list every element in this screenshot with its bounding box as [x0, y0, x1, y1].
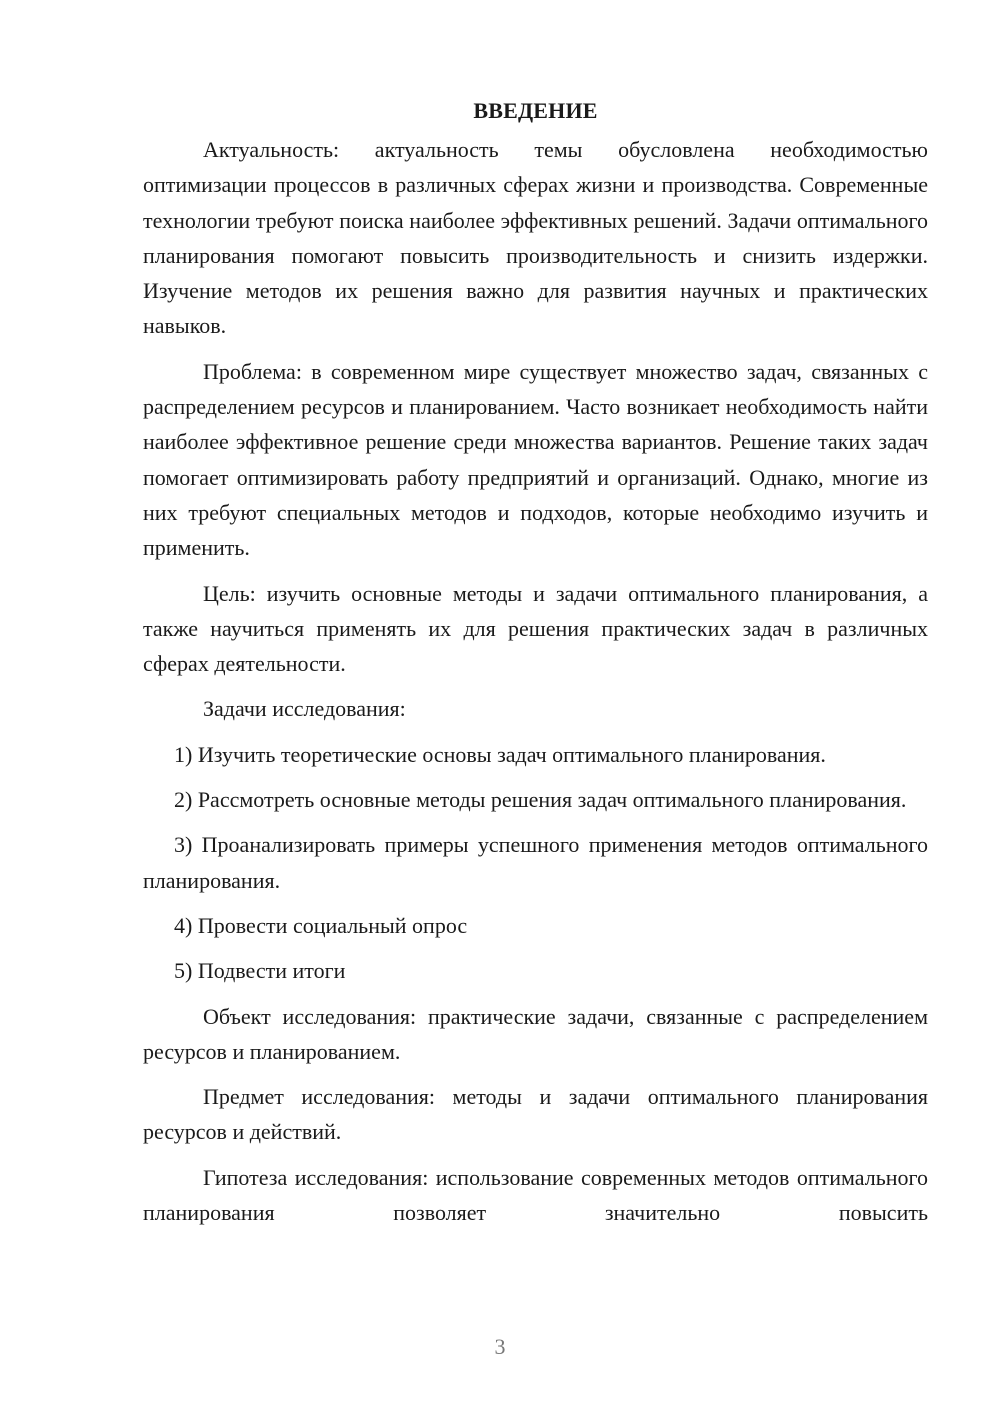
document-page	[143, 96, 928, 1240]
list-item-task-5: 5) Подвести итоги	[174, 958, 346, 984]
paragraph-hypothesis: Гипотеза исследования: использование современных методов оптимального планирования позволяет значительно повысить	[143, 1164, 928, 1226]
tasks-list	[143, 737, 928, 989]
list-item-task-1: 1) Изучить теоретические основы задач оптимального планирования.	[174, 741, 826, 767]
paragraph-goal: Цель: изучить основные методы и задачи оптимального планирования, а также научиться применять их для решения практических задач в различных сферах деятельности.	[143, 580, 928, 677]
paragraph-tasks-heading: Задачи исследования:	[203, 696, 406, 722]
section-title: ВВЕДЕНИЕ	[473, 98, 598, 123]
paragraph-relevance: Актуальность: актуальность темы обусловлена необходимостью оптимизации процессов в различных сферах жизни и производства. Современные технологии требуют поиска наиболее эффективных решений. Задачи оптимального планирования помогают повысить производительность и снизить издержки. Изучение методов их решения важно для развития научных и практических навыков.	[143, 137, 928, 339]
list-item-task-3: 3) Проанализировать примеры успешного применения методов оптимального планирования.	[143, 832, 928, 893]
paragraph-problem: Проблема: в современном мире существует множество задач, связанных с распределением ресурсов и планированием. Часто возникает необходимость найти наиболее эффективное решение среди множества вариантов. Решение таких задач помогает оптимизировать работу предприятий и организаций. Однако, многие из них требуют специальных методов и подходов, которые необходимо изучить и применить.	[143, 358, 928, 561]
page-number: 3	[494, 1334, 506, 1359]
list-item-task-2: 2) Рассмотреть основные методы решения задач оптимального планирования.	[174, 787, 907, 813]
paragraph-object: Объект исследования: практические задачи, связанные с распределением ресурсов и планированием.	[143, 1003, 928, 1064]
list-item-task-4: 4) Провести социальный опрос	[174, 912, 468, 938]
paragraph-subject: Предмет исследования: методы и задачи оптимального планирования ресурсов и действий.	[143, 1084, 928, 1145]
